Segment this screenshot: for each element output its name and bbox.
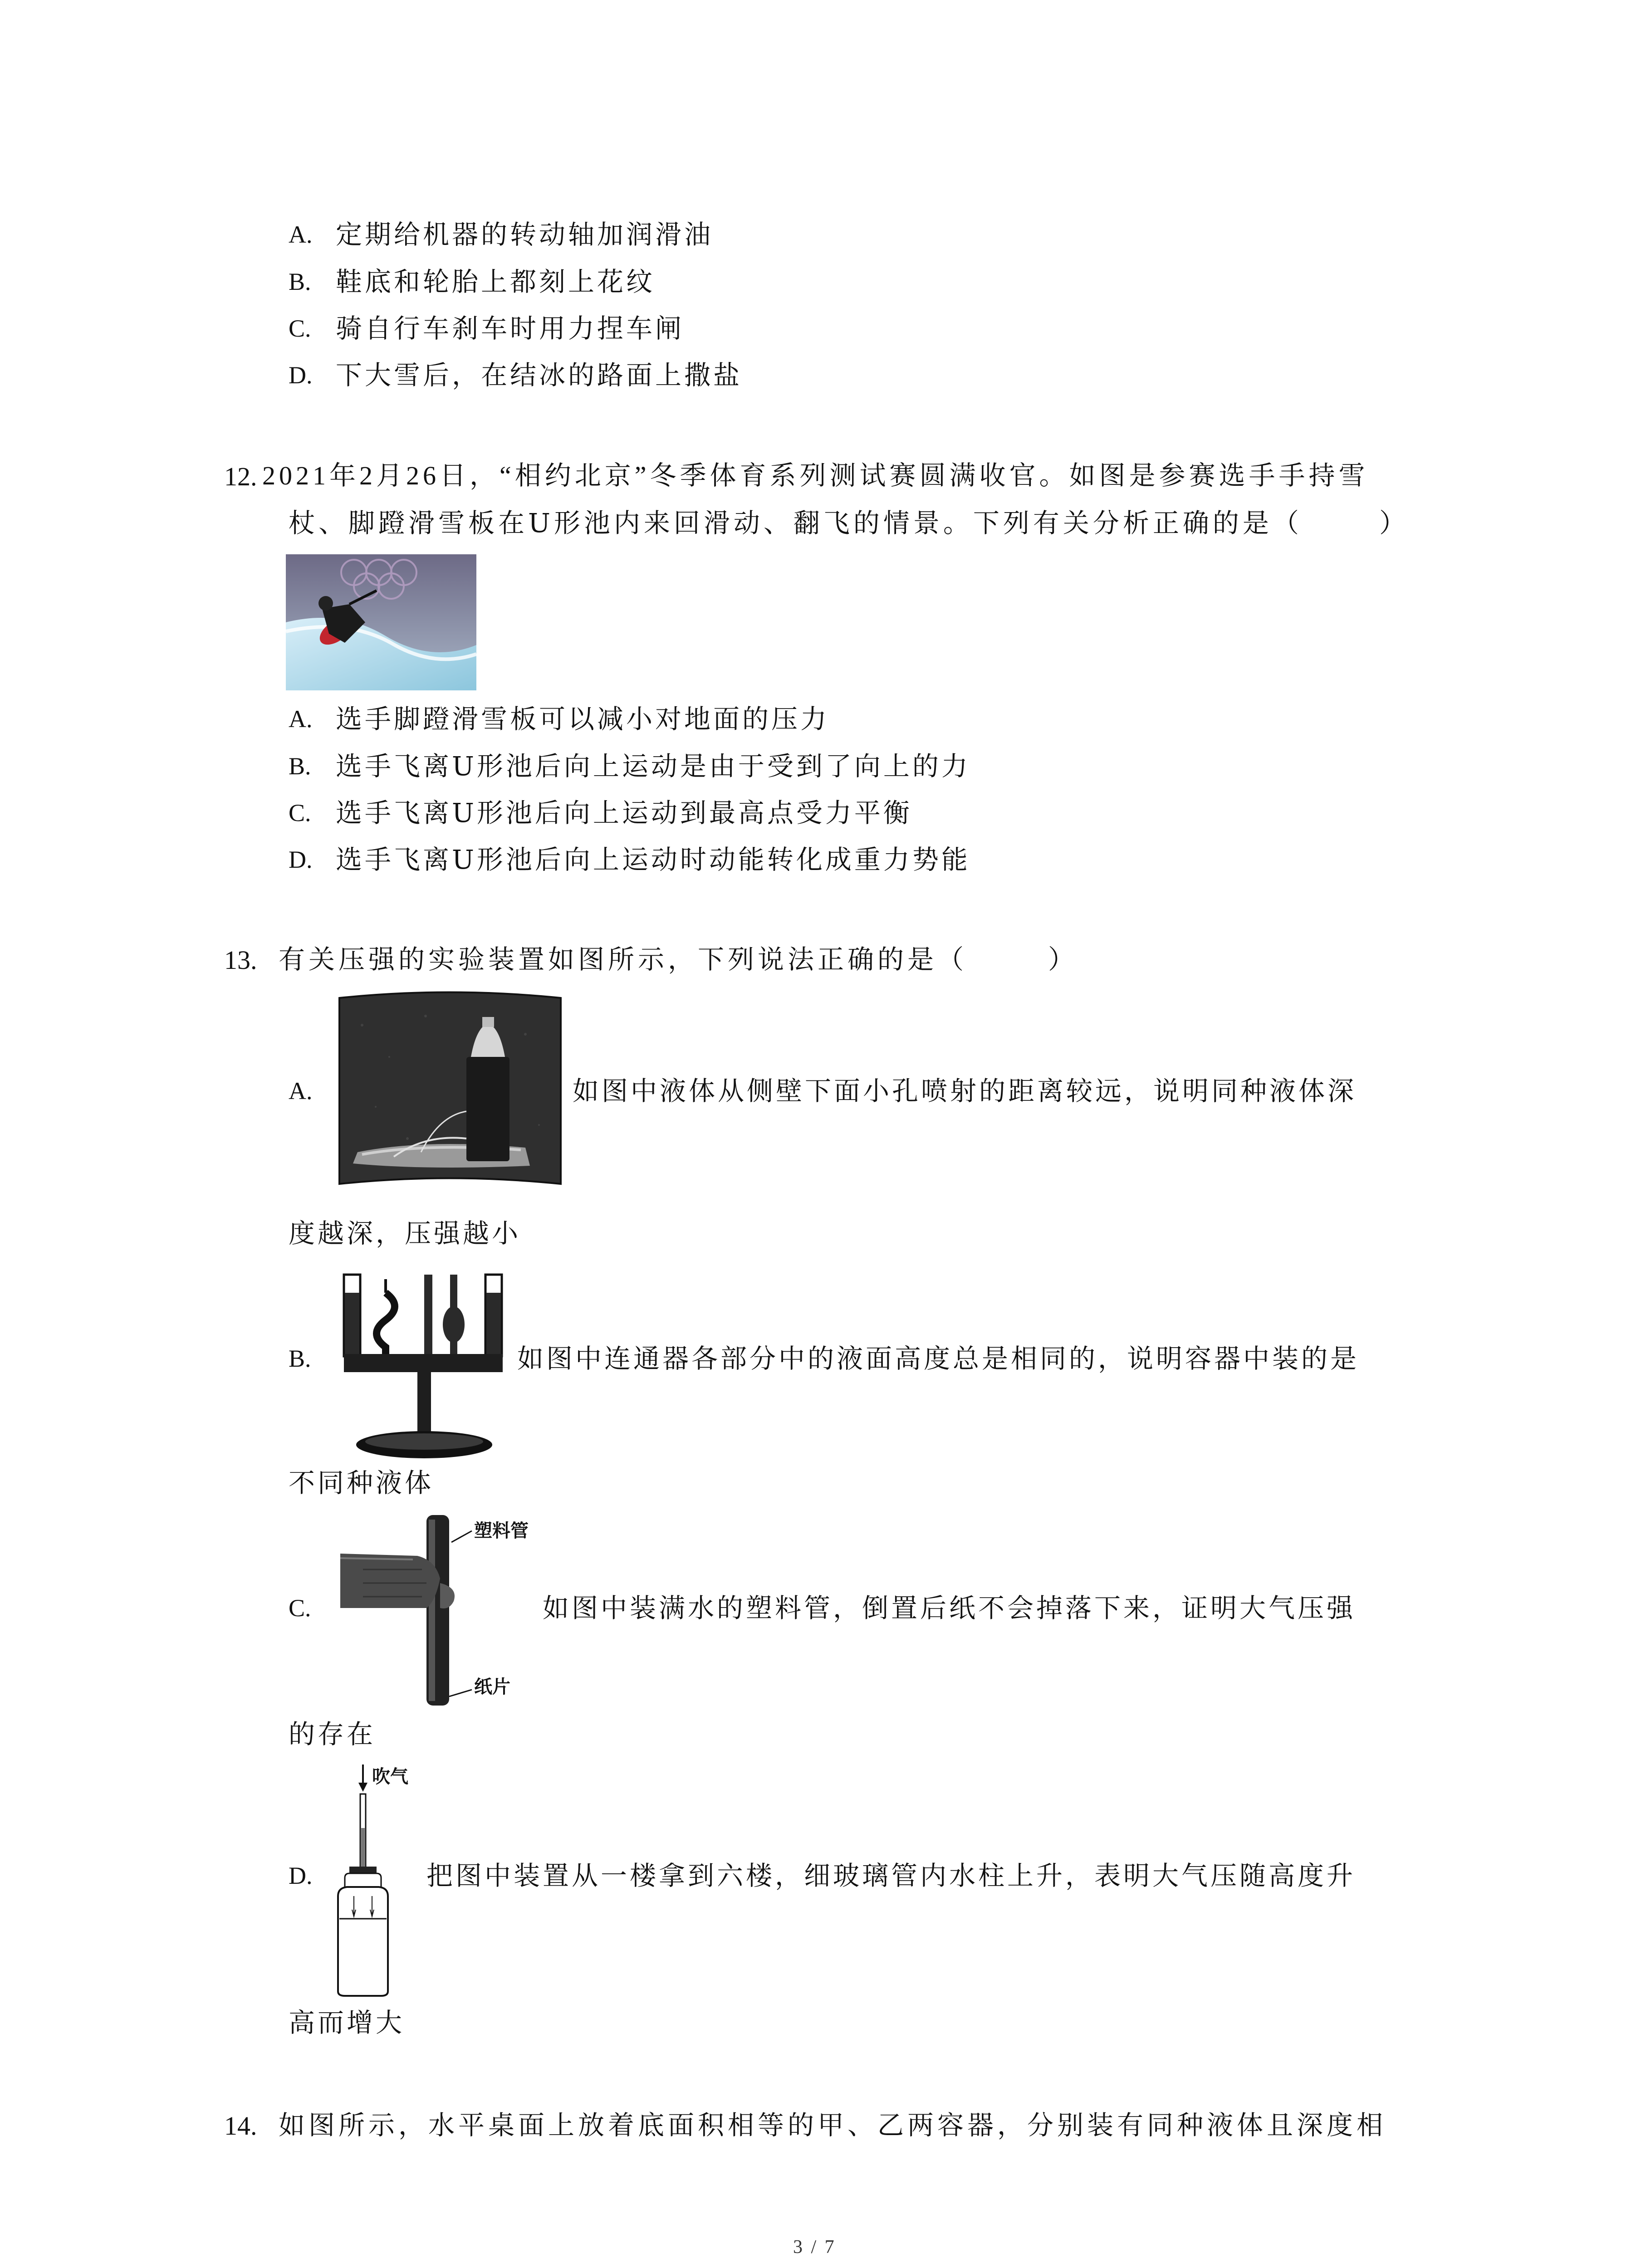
q13-option-c-text1: 如图中装满水的塑料管，倒置后纸不会掉落下来，证明大气压强 xyxy=(543,1593,1356,1623)
q12-option-d-text: 选手飞离U形池后向上运动时动能转化成重力势能 xyxy=(336,844,970,875)
page-number: 3 / 7 xyxy=(793,2237,836,2258)
connected-vessels-figure xyxy=(336,1266,517,1465)
q12-close-paren: ） xyxy=(1379,508,1409,538)
q13-option-d-text1: 把图中装置从一楼拿到六楼，细玻璃管内水柱上升，表明大气压随高度升 xyxy=(426,1860,1356,1891)
q14-stem-line1: 如图所示，水平桌面上放着底面积相等的甲、乙两容器，分别装有同种液体且深度相 xyxy=(279,2110,1387,2141)
q12-stem-line2: 杖、脚蹬滑雪板在U形池内来回滑动、翻飞的情景。下列有关分析正确的是（ xyxy=(289,508,1303,538)
q11-option-d-letter: D. xyxy=(289,362,313,389)
q13-option-b-letter: B. xyxy=(289,1345,311,1372)
q13-option-a-text1: 如图中液体从侧壁下面小孔喷射的距离较远，说明同种液体深 xyxy=(573,1075,1357,1106)
q13-option-c-letter: C. xyxy=(289,1594,311,1622)
q13-option-d-letter: D. xyxy=(289,1862,313,1889)
q11-option-d-text: 下大雪后，在结冰的路面上撒盐 xyxy=(336,360,743,391)
q11-option-b-text: 鞋底和轮胎上都刻上花纹 xyxy=(336,266,656,297)
q12-option-c-letter: C. xyxy=(289,799,311,826)
blow-label: 吹气 xyxy=(372,1766,408,1787)
q12-option-d-letter: D. xyxy=(289,846,313,873)
q13-number: 13. xyxy=(224,945,257,975)
q13-option-a-text2: 度越深，压强越小 xyxy=(289,1218,521,1249)
q14-number: 14. xyxy=(224,2111,257,2141)
q12-option-b-text: 选手飞离U形池后向上运动是由于受到了向上的力 xyxy=(336,751,970,782)
bottle-spray-figure xyxy=(335,989,562,1188)
q11-option-a-letter: A. xyxy=(289,221,313,248)
snowboard-halfpipe-photo xyxy=(286,554,476,690)
q12-stem-line1: 2021年2月26日，“相约北京”冬季体育系列测试赛圆满收官。如图是参赛选手手持雪 xyxy=(262,461,1369,490)
q13-option-a-letter: A. xyxy=(289,1077,313,1105)
q12-option-a-letter: A. xyxy=(289,705,313,733)
q13-option-c-text2: 的存在 xyxy=(289,1719,376,1750)
q13-option-b-text1: 如图中连通器各部分中的液面高度总是相同的，说明容器中装的是 xyxy=(517,1343,1360,1374)
q12-option-a-text: 选手脚蹬滑雪板可以减小对地面的压力 xyxy=(336,704,830,734)
paper-label: 纸片 xyxy=(474,1677,510,1697)
q12-option-c-text: 选手飞离U形池后向上运动到最高点受力平衡 xyxy=(336,797,912,828)
q12-option-b-letter: B. xyxy=(289,753,311,780)
q13-option-d-text2: 高而增大 xyxy=(289,2007,405,2038)
tube-label: 塑料管 xyxy=(474,1520,529,1541)
q11-option-c-letter: C. xyxy=(289,315,311,342)
q13-stem: 有关压强的实验装置如图所示，下列说法正确的是（ xyxy=(279,944,968,975)
q11-option-a-text: 定期给机器的转动轴加润滑油 xyxy=(336,219,714,250)
plastic-tube-figure xyxy=(336,1510,535,1715)
q13-option-b-text2: 不同种液体 xyxy=(289,1467,434,1498)
q11-option-c-text: 骑自行车刹车时用力捏车闸 xyxy=(336,313,685,344)
q13-close-paren: ） xyxy=(1048,944,1078,975)
q12-number: 12. xyxy=(224,462,257,491)
q11-option-b-letter: B. xyxy=(289,268,311,295)
